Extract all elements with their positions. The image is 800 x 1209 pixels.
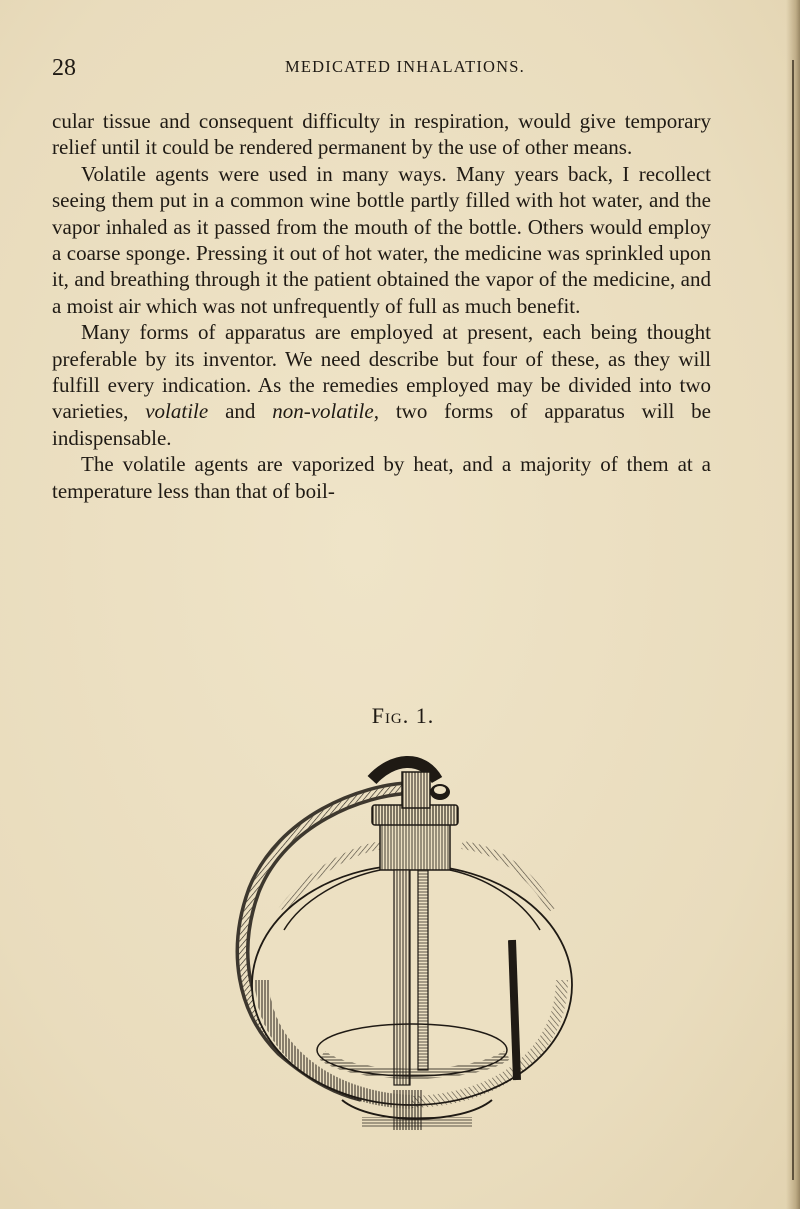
- paragraph-3: [52, 319, 711, 451]
- page-edge-line: [792, 60, 794, 1180]
- inhaler-bottle-icon: [222, 750, 602, 1140]
- text-segment: two forms of apparatus will be indispensable.: [52, 399, 711, 450]
- paragraph-4: [52, 451, 711, 504]
- text-segment: cular tissue and consequent difficulty in respiration, would give temporary relief until it could be rendered permanent by the use of other means.: [52, 109, 711, 160]
- text-segment: Many forms of apparatus are employed at present, each being thought preferable by its inventor. We need describe but four of these, as they will fulfill every indication. As the remedies employed may be divided into two varieties,: [52, 320, 711, 424]
- text-segment: The volatile agents are vaporized by heat, and a majority of them at a temperature less than that of boil-: [52, 452, 711, 503]
- figure-illustration: [222, 750, 602, 1140]
- italic-term-non-volatile: non-volatile,: [272, 399, 379, 424]
- running-head: MEDICATED INHALATIONS.: [285, 57, 525, 76]
- text-segment: Volatile agents were used in many ways. Many years back, I recollect seeing them put in a common wine bottle partly filled with hot water, and the vapor inhaled as it passed from the mouth of the bottle. Others would employ a coarse sponge. Pressing it out of hot water, the medicine was sprinkled upon it, and breathing through it the patient obtained the vapor of the medicine, and a moist air which was not unfrequently of full as much benefit.: [52, 161, 711, 318]
- page-number: 28: [52, 55, 76, 81]
- paragraph-1: [52, 108, 711, 161]
- italic-term-volatile: volatile: [145, 399, 209, 424]
- text-segment: and: [208, 399, 273, 424]
- figure-caption: Fig. 1.: [371, 703, 435, 728]
- body-text: [52, 108, 711, 504]
- paragraph-2: [52, 161, 711, 319]
